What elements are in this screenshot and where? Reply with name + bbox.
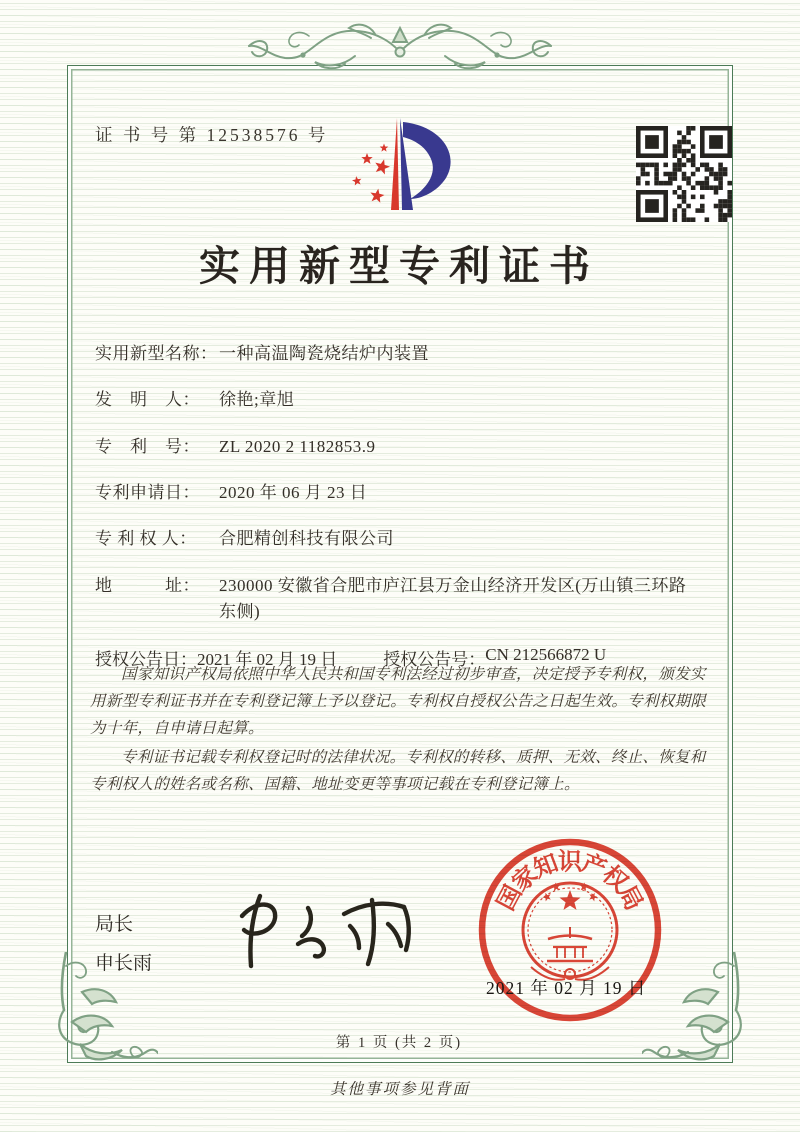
field-list	[95, 341, 701, 670]
field-value: 合肥精创科技有限公司	[219, 529, 394, 549]
svg-text:局: 局	[612, 881, 647, 916]
qr-code	[636, 126, 732, 222]
signer-title: 局长	[95, 914, 134, 935]
field-row-patentee	[95, 526, 701, 552]
legal-paragraph-1: 国家知识产权局依照中华人民共和国专利法经过初步审查，决定授予专利权，颁发实用新型专利证书并在专利登记簿上予以登记。专利权自授权公告之日起生效。专利权期限为十年，自申请日起算。	[90, 666, 707, 737]
field-value: 2020 年 06 月 23 日	[219, 483, 368, 503]
field-label: 专 利 权 人：	[95, 529, 197, 549]
grant-no-value: CN 212566872 U	[485, 645, 607, 665]
certificate-title: 实用新型专利证书	[199, 243, 599, 289]
svg-text:产: 产	[578, 850, 610, 884]
signer-name: 申长雨	[95, 952, 153, 974]
handwritten-signature	[222, 878, 427, 990]
page-number: 第 1 页 (共 2 页)	[335, 1035, 463, 1051]
field-label: 实用新型名称：	[95, 344, 218, 363]
cnipa-logo-icon	[333, 110, 468, 215]
field-row-name	[95, 341, 701, 367]
seal-date: 2021 年 02 月 19 日	[486, 978, 647, 998]
field-row-patent-no	[95, 434, 701, 460]
grant-no-label: 授权公告号：	[383, 650, 486, 670]
field-label: 专 利 号：	[95, 436, 200, 456]
legal-paragraph-2: 专利证书记载专利权登记时的法律状况。专利权的转移、质押、无效、终止、恢复和专利权人的姓名或名称、国籍、地址变更等事项记载在专利登记簿上。	[90, 748, 706, 793]
field-label: 专利申请日：	[95, 483, 200, 503]
field-label: 地 址：	[95, 575, 200, 595]
grant-date-value: 2021 年 02 月 19 日	[197, 650, 338, 670]
svg-text:识: 识	[558, 849, 582, 876]
field-value: 230000 安徽省合肥市庐江县万金山经济开发区(万山镇三环路东侧)	[219, 575, 687, 622]
back-side-note: 其他事项参见背面	[329, 1081, 470, 1098]
field-row-address	[95, 573, 701, 626]
field-value: ZL 2020 2 1182853.9	[219, 436, 376, 456]
field-label: 发 明 人：	[95, 390, 200, 410]
certificate-number: 证 书 号 第 12538576 号	[95, 125, 329, 145]
svg-text:家: 家	[507, 861, 544, 897]
signer-block	[95, 906, 152, 984]
svg-text:国: 国	[493, 881, 528, 916]
grant-date-label: 授权公告日：	[95, 650, 197, 670]
field-row-inventor	[95, 387, 701, 413]
legal-text	[90, 662, 718, 801]
field-value: 一种高温陶瓷烧结炉内装置	[219, 344, 429, 363]
field-value: 徐艳;章旭	[219, 390, 295, 410]
field-row-filing-date	[95, 480, 701, 506]
svg-text:知: 知	[530, 850, 562, 884]
svg-text:权: 权	[596, 861, 633, 897]
